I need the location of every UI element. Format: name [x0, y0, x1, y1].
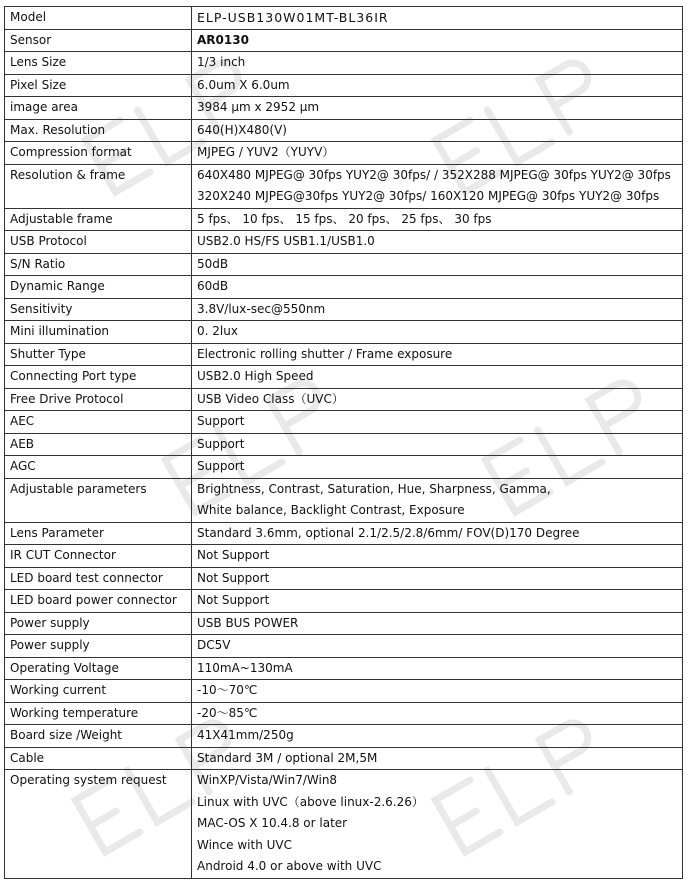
spec-row	[5, 702, 683, 725]
spec-value	[192, 545, 683, 568]
spec-value-line: -10～70℃	[197, 683, 258, 697]
spec-value-line: Brightness, Contrast, Saturation, Hue, Sharpness, Gamma,	[197, 481, 551, 496]
spec-value-line: 6.0um X 6.0um	[197, 77, 290, 92]
spec-value	[192, 612, 683, 635]
spec-label-text: Dynamic Range	[10, 279, 105, 293]
spec-label	[5, 253, 192, 276]
spec-value	[192, 164, 683, 208]
spec-value-line: Standard 3M / optional 2M,5M	[197, 750, 378, 765]
spec-value	[192, 298, 683, 321]
spec-value-line: 50dB	[197, 256, 229, 271]
spec-value	[192, 52, 683, 75]
spec-value-line: ELP-USB130W01MT-BL36IR	[197, 10, 389, 25]
spec-label-text: Cable	[10, 750, 45, 765]
spec-row	[5, 725, 683, 748]
spec-row	[5, 366, 683, 389]
spec-label	[5, 366, 192, 389]
spec-label	[5, 590, 192, 613]
spec-value-line: AR0130	[197, 32, 249, 47]
spec-value-line: 3984 µm x 2952 µm	[197, 100, 320, 114]
spec-label	[5, 747, 192, 770]
spec-value-line: Standard 3.6mm, optional 2.1/2.5/2.8/6mm/ FOV(D)170 Degree	[197, 525, 580, 540]
spec-value-line: USB BUS POWER	[197, 615, 299, 630]
spec-row	[5, 545, 683, 568]
spec-label	[5, 680, 192, 703]
spec-label-text: AEC	[10, 414, 35, 428]
spec-label	[5, 321, 192, 344]
spec-label	[5, 770, 192, 879]
spec-label	[5, 456, 192, 479]
spec-label-text: Max. Resolution	[10, 122, 106, 137]
spec-label-text: Shutter Type	[10, 346, 86, 361]
spec-value	[192, 119, 683, 142]
spec-label-text: Compression format	[10, 145, 132, 159]
spec-row	[5, 208, 683, 231]
spec-row	[5, 635, 683, 658]
spec-value	[192, 208, 683, 231]
spec-value	[192, 478, 683, 522]
spec-value	[192, 142, 683, 165]
spec-label-text: Working temperature	[10, 705, 139, 720]
spec-label-text: IR CUT Connector	[10, 548, 116, 562]
spec-value-line: DC5V	[197, 638, 231, 652]
spec-row	[5, 456, 683, 479]
spec-label	[5, 478, 192, 522]
spec-row	[5, 567, 683, 590]
spec-value-line: MAC-OS X 10.4.8 or later	[197, 816, 348, 830]
spec-label-text: LED board test connector	[10, 570, 163, 585]
spec-value	[192, 680, 683, 703]
spec-value	[192, 456, 683, 479]
spec-value-line: Support	[197, 436, 245, 451]
spec-label	[5, 343, 192, 366]
spec-label-text: AGC	[10, 459, 36, 473]
spec-label	[5, 567, 192, 590]
spec-label	[5, 433, 192, 456]
spec-label-text: Model	[10, 10, 47, 24]
spec-value-line: 320X240 MJPEG@30fps YUY2@ 30fps/ 160X120 MJPEG@ 30fps YUY2@ 30fps	[197, 189, 660, 203]
spec-value-line: MJPEG / YUV2（YUYV）	[197, 145, 335, 159]
spec-row	[5, 343, 683, 366]
spec-value	[192, 97, 683, 120]
spec-label	[5, 52, 192, 75]
spec-label-text: Working current	[10, 683, 107, 697]
spec-value	[192, 321, 683, 344]
spec-value-line: USB2.0 High Speed	[197, 369, 314, 383]
spec-row	[5, 388, 683, 411]
spec-value-line: 1/3 inch	[197, 55, 246, 69]
spec-value-line: 110mA~130mA	[197, 660, 293, 675]
spec-row	[5, 433, 683, 456]
spec-label	[5, 276, 192, 299]
spec-label-text: S/N Ratio	[10, 256, 66, 271]
spec-label-text: Pixel Size	[10, 77, 67, 92]
spec-label-text: Sensor	[10, 32, 52, 47]
spec-row	[5, 164, 683, 208]
spec-row	[5, 478, 683, 522]
spec-row	[5, 231, 683, 254]
spec-value-line: 0. 2lux	[197, 324, 238, 338]
spec-value-line: 5 fps、 10 fps、 15 fps、 20 fps、 25 fps、 30 fps	[197, 211, 492, 226]
spec-row	[5, 612, 683, 635]
spec-row	[5, 321, 683, 344]
spec-value-line: Linux with UVC（above linux-2.6.26）	[197, 794, 424, 809]
spec-label	[5, 208, 192, 231]
spec-label-text: Board size /Weight	[10, 728, 123, 742]
spec-value-line: Android 4.0 or above with UVC	[197, 859, 382, 873]
spec-value-line: White balance, Backlight Contrast, Exposure	[197, 503, 465, 517]
spec-value-line: Electronic rolling shutter / Frame exposure	[197, 346, 453, 361]
spec-label	[5, 7, 192, 30]
spec-row	[5, 29, 683, 52]
spec-row	[5, 590, 683, 613]
spec-label	[5, 231, 192, 254]
spec-row	[5, 142, 683, 165]
spec-label-text: Lens Parameter	[10, 525, 104, 540]
spec-label-text: USB Protocol	[10, 234, 87, 248]
spec-label	[5, 657, 192, 680]
spec-row	[5, 97, 683, 120]
spec-value-line: Wince with UVC	[197, 837, 292, 852]
spec-value-line: 640(H)X480(V)	[197, 122, 287, 137]
spec-label	[5, 612, 192, 635]
spec-value-line: USB Video Class（UVC）	[197, 391, 344, 406]
spec-value	[192, 388, 683, 411]
spec-label	[5, 97, 192, 120]
spec-label	[5, 388, 192, 411]
spec-table	[4, 6, 683, 879]
spec-label	[5, 545, 192, 568]
spec-label-text: Resolution & frame	[10, 167, 126, 182]
spec-value	[192, 725, 683, 748]
spec-label	[5, 29, 192, 52]
spec-row	[5, 74, 683, 97]
spec-row	[5, 7, 683, 30]
spec-value-line: 41X41mm/250g	[197, 728, 294, 742]
spec-label	[5, 725, 192, 748]
spec-value	[192, 522, 683, 545]
spec-value	[192, 29, 683, 52]
spec-label-text: Connecting Port type	[10, 369, 137, 383]
spec-table-body	[5, 7, 683, 879]
spec-label-text: Operating system request	[10, 773, 167, 787]
spec-label	[5, 298, 192, 321]
spec-row	[5, 52, 683, 75]
spec-row	[5, 657, 683, 680]
spec-value	[192, 411, 683, 434]
spec-label	[5, 119, 192, 142]
spec-label-text: Operating Voltage	[10, 660, 119, 675]
spec-value	[192, 366, 683, 389]
spec-value	[192, 74, 683, 97]
spec-value-line: Not Support	[197, 593, 270, 607]
spec-label-text: Mini illumination	[10, 324, 110, 338]
spec-value	[192, 276, 683, 299]
spec-value-line: -20～85℃	[197, 705, 258, 720]
spec-label-text: AEB	[10, 436, 35, 451]
spec-value-line: 640X480 MJPEG@ 30fps YUY2@ 30fps/ / 352X288 MJPEG@ 30fps YUY2@ 30fps	[197, 167, 671, 182]
spec-label	[5, 522, 192, 545]
spec-row	[5, 411, 683, 434]
spec-label-text: Free Drive Protocol	[10, 391, 124, 406]
spec-value	[192, 657, 683, 680]
spec-value-line: USB2.0 HS/FS USB1.1/USB1.0	[197, 234, 375, 248]
spec-value-line: Support	[197, 459, 245, 473]
spec-value-line: Not Support	[197, 570, 270, 585]
spec-label	[5, 702, 192, 725]
spec-row	[5, 253, 683, 276]
spec-value	[192, 702, 683, 725]
spec-label-text: Lens Size	[10, 55, 67, 69]
spec-row	[5, 276, 683, 299]
spec-value-line: 60dB	[197, 279, 229, 293]
spec-label	[5, 142, 192, 165]
spec-value	[192, 635, 683, 658]
spec-row	[5, 298, 683, 321]
spec-value-line: Support	[197, 414, 245, 428]
spec-label-text: Power supply	[10, 615, 90, 630]
spec-label-text: Sensitivity	[10, 301, 73, 316]
spec-value	[192, 747, 683, 770]
spec-value	[192, 770, 683, 879]
spec-value-line: WinXP/Vista/Win7/Win8	[197, 773, 338, 787]
spec-value	[192, 590, 683, 613]
spec-label	[5, 635, 192, 658]
spec-label-text: Power supply	[10, 638, 90, 652]
spec-value-line: 3.8V/lux-sec@550nm	[197, 301, 326, 316]
spec-label-text: image area	[10, 100, 78, 114]
spec-value	[192, 231, 683, 254]
spec-label-text: Adjustable frame	[10, 211, 113, 226]
spec-value	[192, 7, 683, 30]
spec-value-line: Not Support	[197, 548, 270, 562]
spec-row	[5, 680, 683, 703]
spec-label	[5, 74, 192, 97]
spec-row	[5, 119, 683, 142]
spec-row	[5, 522, 683, 545]
spec-row	[5, 770, 683, 879]
spec-label-text: Adjustable parameters	[10, 481, 147, 496]
spec-label-text: LED board power connector	[10, 593, 177, 607]
spec-value	[192, 253, 683, 276]
spec-label	[5, 164, 192, 208]
spec-value	[192, 343, 683, 366]
spec-value	[192, 433, 683, 456]
spec-label	[5, 411, 192, 434]
spec-value	[192, 567, 683, 590]
spec-row	[5, 747, 683, 770]
